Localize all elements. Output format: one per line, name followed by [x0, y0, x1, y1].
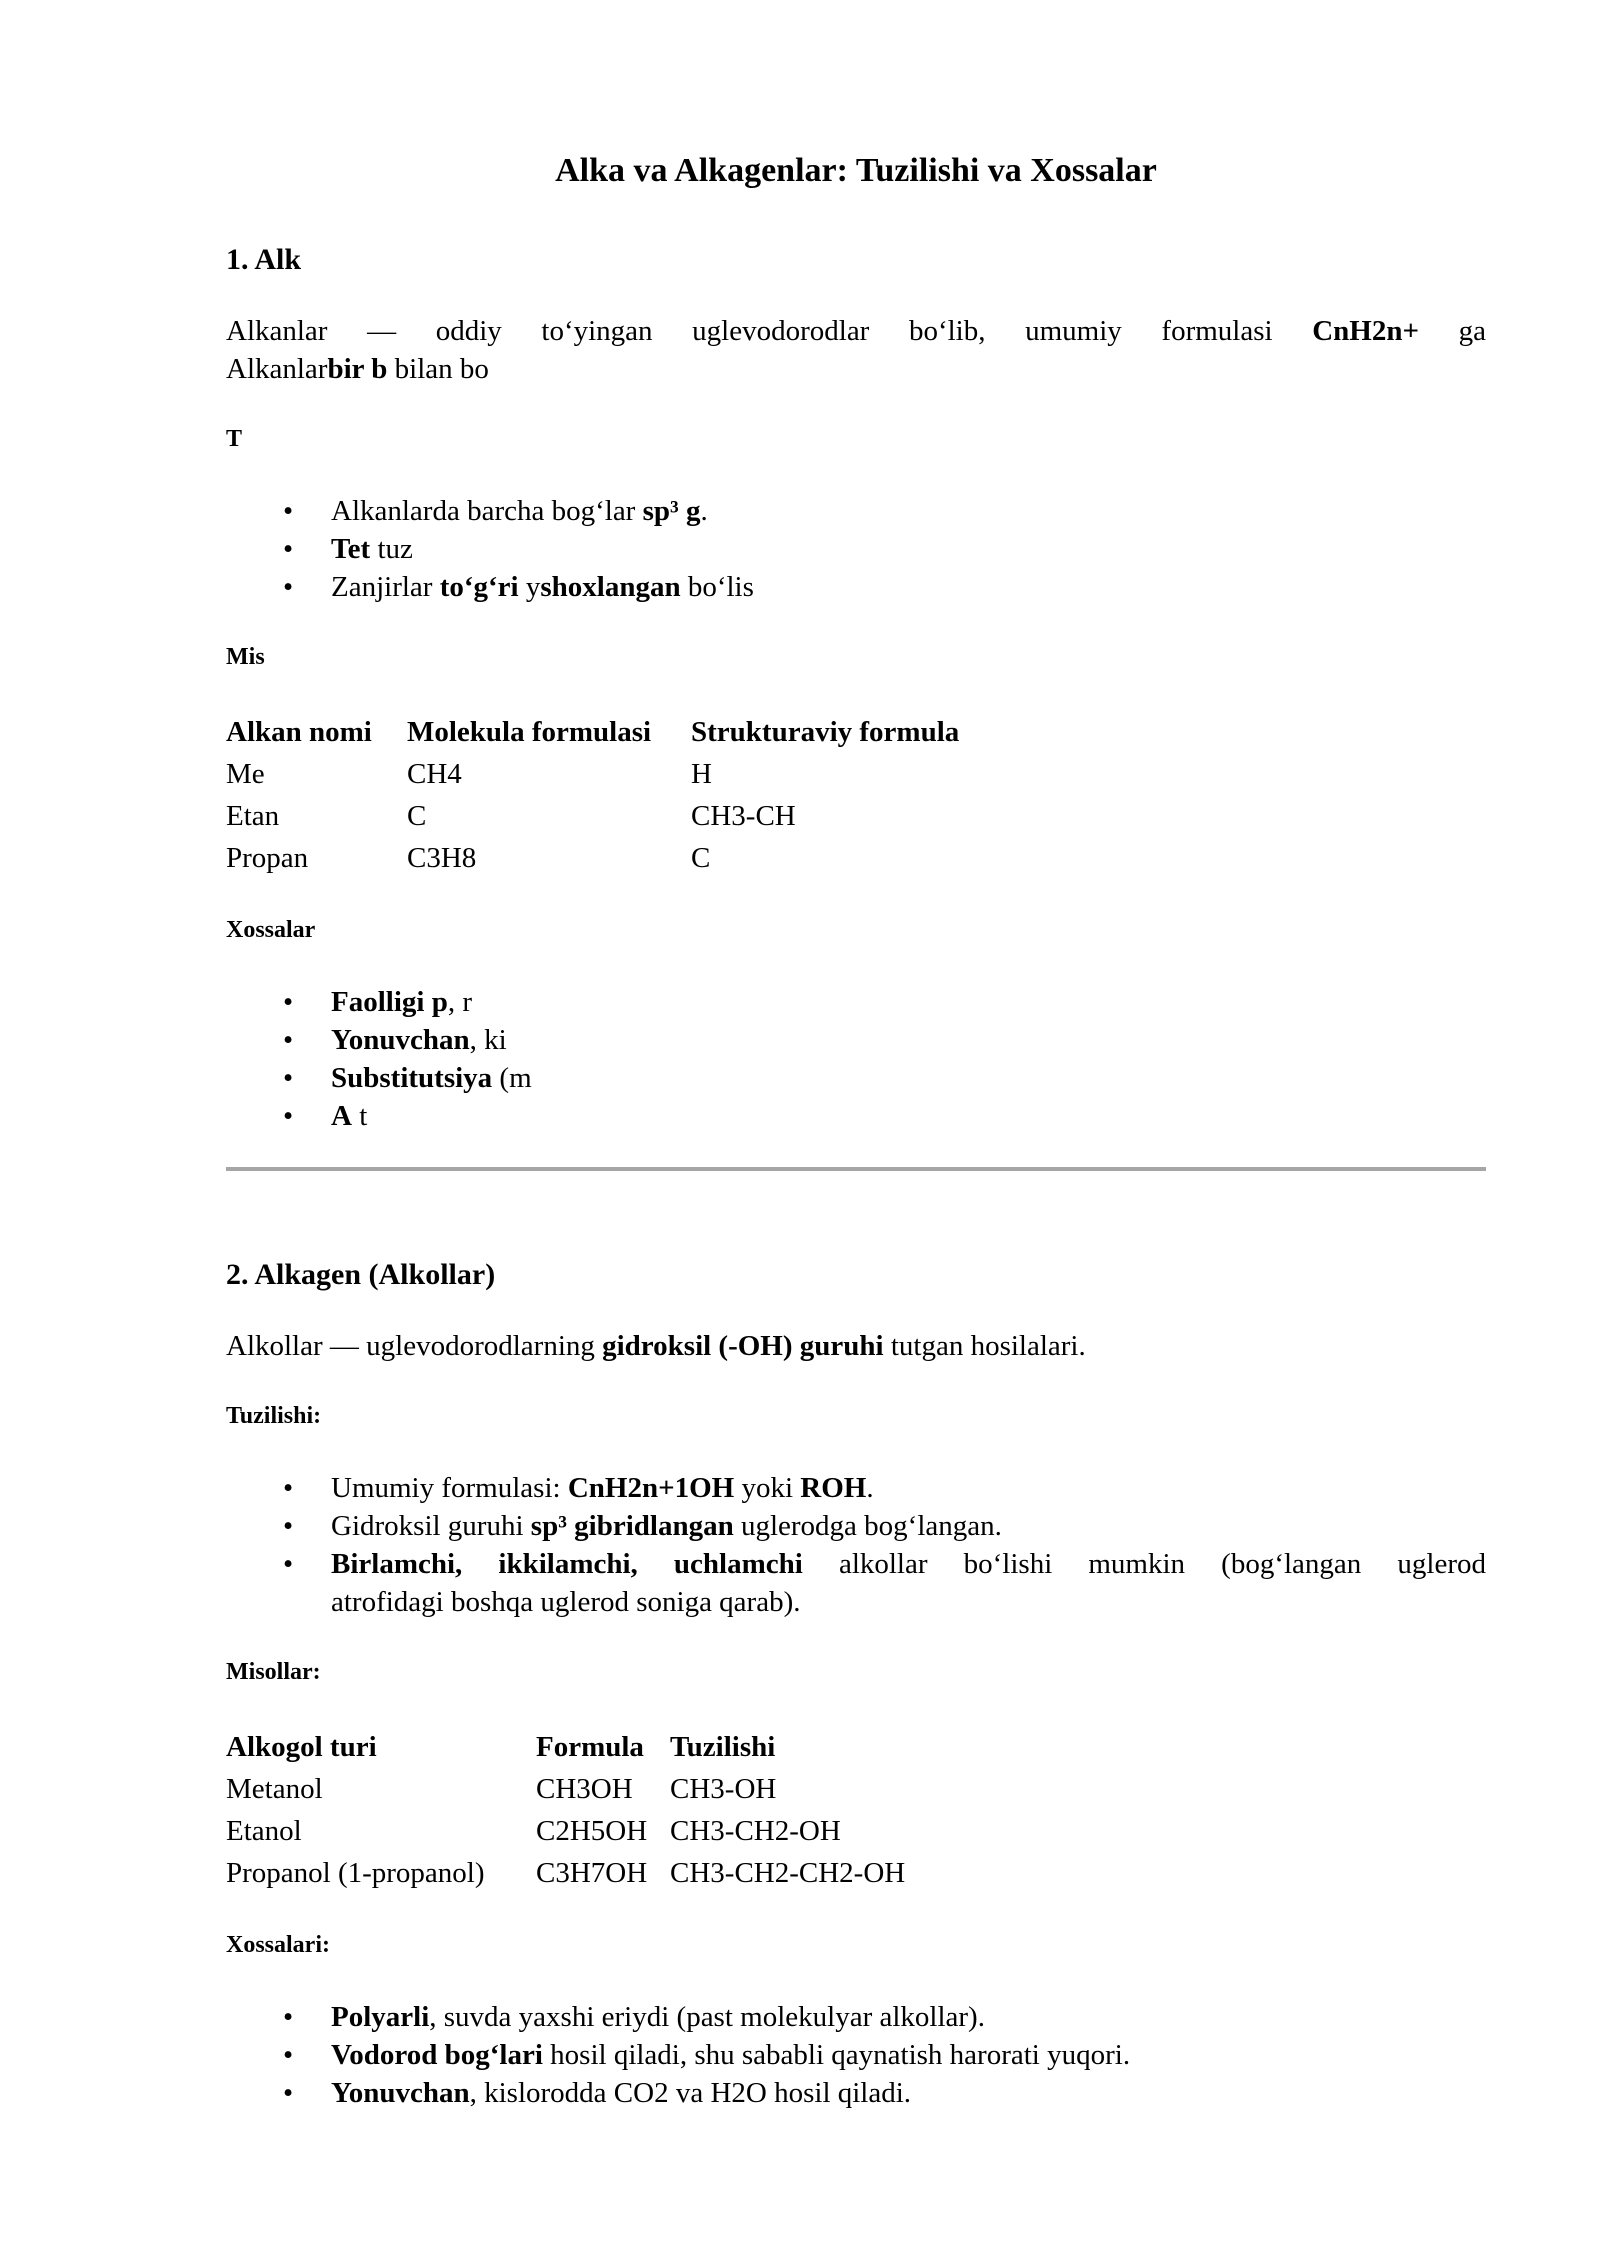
- page-title: Alka va Alkagenlar: Tuzilishi va Xossalar: [555, 152, 1157, 189]
- table-header-cell: Alkan nomi: [226, 716, 372, 748]
- section2-properties-list: [226, 1998, 1486, 2112]
- text-run: yoki: [734, 1472, 801, 1504]
- text-run: bilan bo: [387, 353, 489, 385]
- bullet-icon: •: [283, 1100, 294, 1132]
- text-line: [331, 1097, 1486, 1135]
- table-header-cell: Formula: [536, 1731, 644, 1763]
- text-run: Alkollar — uglevodorodlarning: [226, 1330, 603, 1362]
- table-row: [226, 1852, 1486, 1894]
- bold-text-run: CnH2n+1OH: [567, 1472, 735, 1504]
- list-item: [226, 568, 1486, 606]
- text-line: [331, 1583, 1486, 1621]
- bold-text-run: sp³ g: [642, 495, 701, 527]
- bold-text-run: gidroksil (-OH) guruhi: [602, 1330, 884, 1362]
- text-line: [331, 1469, 1486, 1507]
- subheading-tuzilishi: Tuzilishi:: [226, 1403, 322, 1429]
- text-line: [226, 312, 1486, 350]
- text-run: tutgan hosilalari.: [883, 1330, 1086, 1362]
- section-divider: [226, 1167, 1486, 1171]
- table-cell: C2H5OH: [536, 1815, 648, 1847]
- list-item-text: [331, 1998, 1486, 2036]
- table-row: [226, 753, 1486, 795]
- list-item-text: [331, 530, 1486, 568]
- table-header-cell: Strukturaviy formula: [691, 716, 960, 748]
- list-item: [226, 2036, 1486, 2074]
- list-item-text: [331, 2074, 1486, 2112]
- bullet-icon: •: [283, 986, 294, 1018]
- list-item: [226, 1545, 1486, 1621]
- text-run: bo‘lis: [680, 571, 754, 603]
- table-cell: CH3-OH: [670, 1773, 777, 1805]
- list-item: [226, 530, 1486, 568]
- list-item-text: [331, 1469, 1486, 1507]
- list-item: [226, 2074, 1486, 2112]
- text-run: , kislorodda CO2 va H2O hosil qiladi.: [469, 2077, 912, 2109]
- section-alkanes: [226, 240, 1486, 1135]
- bullet-icon: •: [283, 1510, 294, 1542]
- text-run: Umumiy formulasi:: [331, 1472, 568, 1504]
- bold-text-run: Tet: [331, 533, 371, 565]
- bullet-icon: •: [283, 2077, 294, 2109]
- table-cell: CH3-CH2-CH2-OH: [670, 1857, 906, 1889]
- bullet-icon: •: [283, 571, 294, 603]
- text-run: atrofidagi boshqa uglerod soniga qarab).: [331, 1586, 801, 1618]
- bullet-icon: •: [283, 1062, 294, 1094]
- text-run: Alkanlar: [226, 353, 328, 385]
- text-line: [331, 530, 1486, 568]
- bold-text-run: A: [331, 1100, 352, 1132]
- text-run: , r: [447, 986, 472, 1018]
- text-line: [331, 1059, 1486, 1097]
- bold-text-run: Birlamchi, ikkilamchi, uchlamchi: [331, 1548, 803, 1580]
- table-header-cell: Tuzilishi: [670, 1731, 776, 1763]
- list-item-text: [331, 2036, 1486, 2074]
- section2-structure-list: [226, 1469, 1486, 1621]
- alkanes-table: [226, 711, 1486, 879]
- bold-text-run: Yonuvchan: [331, 1024, 470, 1056]
- text-run: uglerodga bog‘langan.: [733, 1510, 1002, 1542]
- table-cell: Etanol: [226, 1815, 302, 1847]
- section1-structure-list: [226, 492, 1486, 606]
- list-item: [226, 1097, 1486, 1135]
- text-run: t: [351, 1100, 368, 1132]
- list-item-text: [331, 492, 1486, 530]
- text-run: ga: [1419, 315, 1487, 347]
- text-run: Zanjirlar: [331, 571, 440, 603]
- table-cell: Propan: [226, 842, 309, 874]
- bold-text-run: CnH2n+: [1312, 315, 1419, 347]
- bold-text-run: ROH: [800, 1472, 867, 1504]
- table-header-row: [226, 711, 1486, 753]
- table-cell: CH4: [407, 758, 462, 790]
- text-run: tuz: [370, 533, 413, 565]
- table-row: [226, 1810, 1486, 1852]
- text-run: .: [866, 1472, 874, 1504]
- bullet-icon: •: [283, 1024, 294, 1056]
- text-run: .: [700, 495, 708, 527]
- table-cell: Me: [226, 758, 265, 790]
- section1-intro-paragraph: [226, 312, 1486, 388]
- list-item: [226, 1998, 1486, 2036]
- bold-text-run: sp³ gibridlangan: [530, 1510, 734, 1542]
- bold-text-run: to‘g‘ri: [439, 571, 519, 603]
- text-line: [331, 1998, 1486, 2036]
- table-cell: CH3-CH2-OH: [670, 1815, 841, 1847]
- text-run: alkollar bo‘lishi mumkin (bog‘langan uglerod: [802, 1548, 1486, 1580]
- table-header-row: [226, 1726, 1486, 1768]
- bullet-icon: •: [283, 2001, 294, 2033]
- bold-text-run: Substitutsiya: [331, 1062, 493, 1094]
- subheading-mis: Mis: [226, 644, 265, 670]
- table-cell: C: [407, 800, 427, 832]
- text-line: [331, 1021, 1486, 1059]
- bold-text-run: bir b: [327, 353, 388, 385]
- text-line: [226, 350, 1486, 388]
- text-line: [331, 568, 1486, 606]
- list-item-text: [331, 1059, 1486, 1097]
- text-line: [331, 983, 1486, 1021]
- list-item-text: [331, 568, 1486, 606]
- bold-text-run: Polyarli: [331, 2001, 430, 2033]
- table-cell: CH3OH: [536, 1773, 633, 1805]
- bold-text-run: shoxlangan: [540, 571, 681, 603]
- text-run: hosil qiladi, shu sababli qaynatish harorati yuqori.: [542, 2039, 1131, 2071]
- list-item-text: [331, 1021, 1486, 1059]
- table-cell: Etan: [226, 800, 280, 832]
- table-cell: CH3-CH: [691, 800, 796, 832]
- subheading-t: T: [226, 426, 243, 452]
- bold-text-run: Yonuvchan: [331, 2077, 470, 2109]
- section1-heading: 1. Alk: [226, 243, 302, 276]
- text-run: (m: [492, 1062, 532, 1094]
- bullet-icon: •: [283, 533, 294, 565]
- text-line: [331, 1507, 1486, 1545]
- table-cell: C3H7OH: [536, 1857, 648, 1889]
- list-item: [226, 1021, 1486, 1059]
- text-line: [331, 2074, 1486, 2112]
- bullet-icon: •: [283, 1548, 294, 1580]
- table-cell: C: [691, 842, 711, 874]
- text-line: [226, 1327, 1486, 1365]
- list-item-text: [331, 1545, 1486, 1621]
- table-cell: Propanol (1-propanol): [226, 1857, 485, 1889]
- table-cell: H: [691, 758, 712, 790]
- alcohols-table: [226, 1726, 1486, 1894]
- list-item-text: [331, 983, 1486, 1021]
- text-line: [331, 492, 1486, 530]
- table-header-cell: Alkogol turi: [226, 1731, 377, 1763]
- section2-intro-paragraph: [226, 1327, 1486, 1365]
- bullet-icon: •: [283, 1472, 294, 1504]
- list-item-text: [331, 1097, 1486, 1135]
- table-header-cell: Molekula formulasi: [407, 716, 652, 748]
- list-item: [226, 983, 1486, 1021]
- bold-text-run: Vodorod bog‘lari: [331, 2039, 543, 2071]
- subheading-misollar: Misollar:: [226, 1659, 321, 1685]
- list-item: [226, 1059, 1486, 1097]
- text-run: , ki: [469, 1024, 507, 1056]
- text-run: Alkanlarda barcha bog‘lar: [331, 495, 643, 527]
- section1-properties-list: [226, 983, 1486, 1135]
- table-cell: C3H8: [407, 842, 477, 874]
- subheading-xossalari: Xossalari:: [226, 1932, 330, 1958]
- text-line: [331, 1545, 1486, 1583]
- list-item: [226, 492, 1486, 530]
- table-row: [226, 795, 1486, 837]
- section2-heading: 2. Alkagen (Alkollar): [226, 1258, 496, 1291]
- table-row: [226, 1768, 1486, 1810]
- text-line: [331, 2036, 1486, 2074]
- list-item-text: [331, 1507, 1486, 1545]
- bold-text-run: Faolligi p: [331, 986, 448, 1018]
- list-item: [226, 1469, 1486, 1507]
- text-run: Alkanlar — oddiy to‘yingan uglevodorodlar bo‘lib, umumiy formulasi: [226, 315, 1313, 347]
- text-run: y: [518, 571, 541, 603]
- section-alcohols: [226, 1255, 1486, 2112]
- list-item: [226, 1507, 1486, 1545]
- subheading-xossalar: Xossalar: [226, 917, 316, 943]
- bullet-icon: •: [283, 2039, 294, 2071]
- bullet-icon: •: [283, 495, 294, 527]
- table-cell: Metanol: [226, 1773, 323, 1805]
- table-row: [226, 837, 1486, 879]
- text-run: , suvda yaxshi eriydi (past molekulyar alkollar).: [429, 2001, 985, 2033]
- text-run: Gidroksil guruhi: [331, 1510, 531, 1542]
